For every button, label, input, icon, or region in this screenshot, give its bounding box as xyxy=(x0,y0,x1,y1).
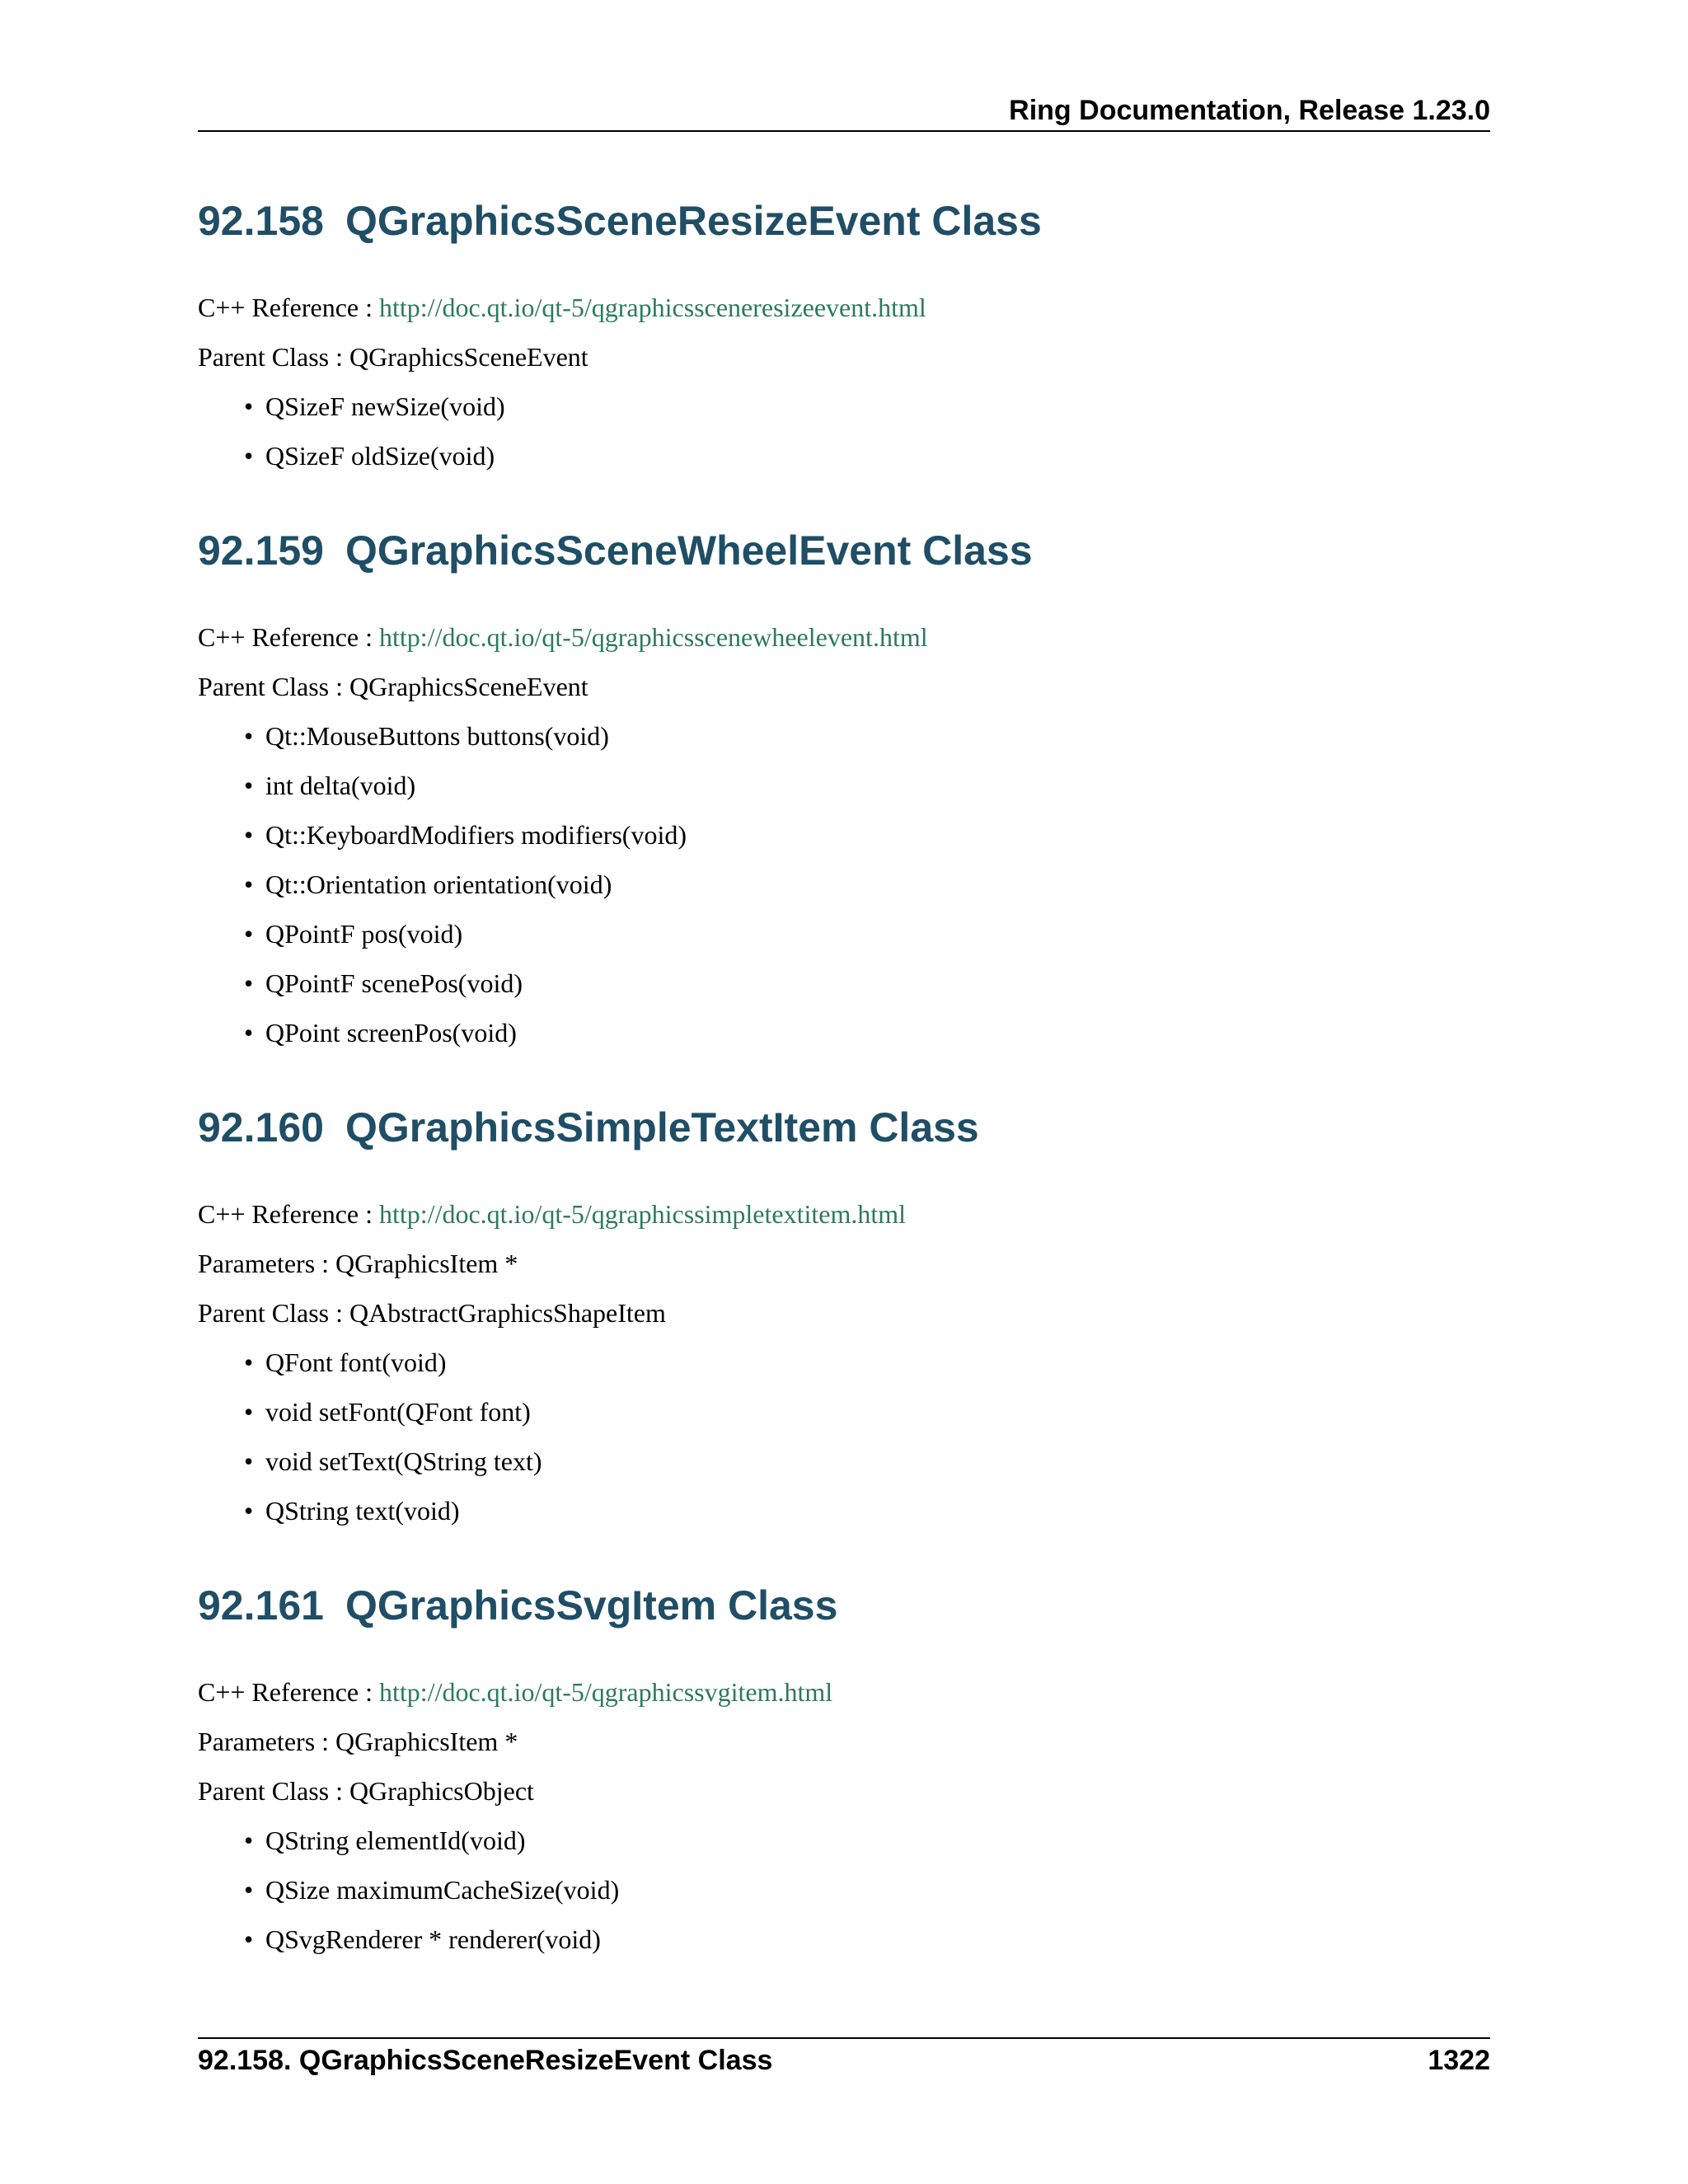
method-item: • QString elementId(void) xyxy=(244,1823,1490,1858)
method-list xyxy=(198,1345,1490,1528)
parameters-label: Parameters : xyxy=(198,1727,330,1756)
parent-value: QGraphicsObject xyxy=(349,1776,534,1806)
method-item: • QPointF scenePos(void) xyxy=(244,966,1490,1001)
section-heading xyxy=(198,506,1490,595)
parent-value: QAbstractGraphicsShapeItem xyxy=(349,1298,666,1328)
parameters-value: QGraphicsItem * xyxy=(335,1249,518,1278)
method-item: • void setFont(QFont font) xyxy=(244,1394,1490,1429)
method-item: • Qt::KeyboardModifiers modifiers(void) xyxy=(244,818,1490,852)
parameters-label: Parameters : xyxy=(198,1249,330,1278)
section-qgraphicssvgitem xyxy=(198,1561,1490,1957)
method-item: • QSizeF oldSize(void) xyxy=(244,438,1490,473)
reference-link[interactable]: http://doc.qt.io/qt-5/qgraphicssvgitem.html xyxy=(379,1677,833,1707)
section-number: 92.159 xyxy=(198,527,324,574)
section-qgraphicssceneresizeevent xyxy=(198,176,1490,473)
running-footer xyxy=(198,2042,1490,2079)
footer-rule xyxy=(198,2037,1490,2039)
reference-label: C++ Reference : xyxy=(198,293,373,322)
section-qgraphicssimpletextitem xyxy=(198,1083,1490,1528)
parent-class xyxy=(198,669,1490,704)
parent-class xyxy=(198,1296,1490,1330)
header-rule xyxy=(198,130,1490,132)
section-qgraphicsscenewheelevent xyxy=(198,506,1490,1050)
page-number: 1322 xyxy=(1428,2045,1490,2076)
parent-label: Parent Class : xyxy=(198,1776,343,1806)
section-heading xyxy=(198,1083,1490,1172)
method-item: • QString text(void) xyxy=(244,1493,1490,1528)
parent-label: Parent Class : xyxy=(198,342,343,372)
method-item: • QPoint screenPos(void) xyxy=(244,1015,1490,1050)
method-item: • Qt::MouseButtons buttons(void) xyxy=(244,719,1490,753)
method-item: • QFont font(void) xyxy=(244,1345,1490,1380)
reference-link[interactable]: http://doc.qt.io/qt-5/qgraphicsscenewheelevent.html xyxy=(379,622,928,652)
method-item: • QSize maximumCacheSize(void) xyxy=(244,1872,1490,1907)
section-number: 92.160 xyxy=(198,1104,324,1151)
method-item: • QPointF pos(void) xyxy=(244,916,1490,951)
parent-value: QGraphicsSceneEvent xyxy=(349,672,588,701)
reference-label: C++ Reference : xyxy=(198,1199,373,1229)
running-header: Ring Documentation, Release 1.23.0 xyxy=(1009,95,1490,126)
parent-class xyxy=(198,340,1490,374)
cpp-reference xyxy=(198,290,1490,325)
parameters xyxy=(198,1724,1490,1759)
section-title: QGraphicsSceneWheelEvent Class xyxy=(345,527,1033,574)
parameters xyxy=(198,1246,1490,1281)
reference-label: C++ Reference : xyxy=(198,1677,373,1707)
section-number: 92.161 xyxy=(198,1582,324,1629)
section-title: QGraphicsSimpleTextItem Class xyxy=(345,1104,979,1151)
method-item: • Qt::Orientation orientation(void) xyxy=(244,867,1490,902)
footer-section-title: 92.158. QGraphicsSceneResizeEvent Class xyxy=(198,2045,773,2076)
reference-link[interactable]: http://doc.qt.io/qt-5/qgraphicssceneresizeevent.html xyxy=(379,293,926,322)
section-heading xyxy=(198,1561,1490,1650)
parent-class xyxy=(198,1774,1490,1808)
page-content xyxy=(198,176,1490,1971)
method-list xyxy=(198,389,1490,473)
section-title: QGraphicsSvgItem Class xyxy=(345,1582,838,1629)
method-list xyxy=(198,1823,1490,1957)
parameters-value: QGraphicsItem * xyxy=(335,1727,518,1756)
method-item: • QSvgRenderer * renderer(void) xyxy=(244,1922,1490,1957)
reference-label: C++ Reference : xyxy=(198,622,373,652)
parent-label: Parent Class : xyxy=(198,1298,343,1328)
reference-link[interactable]: http://doc.qt.io/qt-5/qgraphicssimpletextitem.html xyxy=(379,1199,907,1229)
section-heading xyxy=(198,176,1490,265)
section-title: QGraphicsSceneResizeEvent Class xyxy=(345,198,1042,244)
cpp-reference xyxy=(198,1197,1490,1231)
method-item: • QSizeF newSize(void) xyxy=(244,389,1490,424)
cpp-reference xyxy=(198,620,1490,654)
parent-label: Parent Class : xyxy=(198,672,343,701)
method-item: • int delta(void) xyxy=(244,768,1490,803)
method-list xyxy=(198,719,1490,1050)
parent-value: QGraphicsSceneEvent xyxy=(349,342,588,372)
method-item: • void setText(QString text) xyxy=(244,1444,1490,1479)
section-number: 92.158 xyxy=(198,198,324,244)
cpp-reference xyxy=(198,1675,1490,1709)
